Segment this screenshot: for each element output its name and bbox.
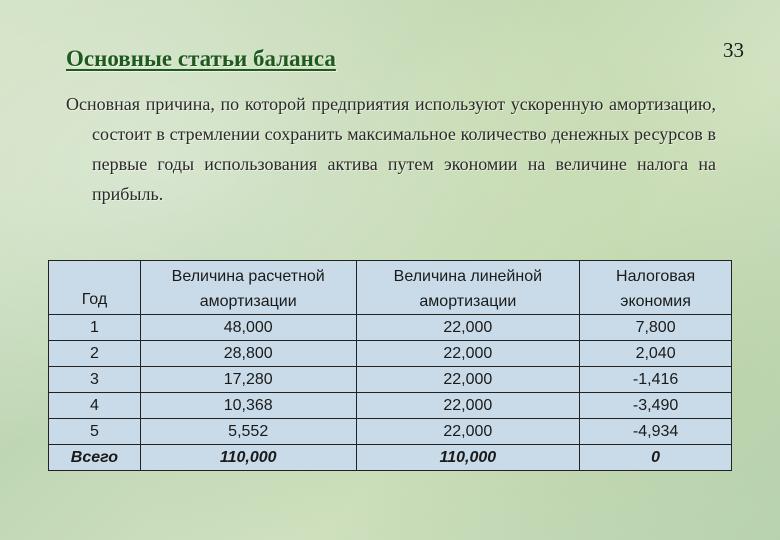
cell-calculated: 10,368 (140, 393, 356, 419)
cell-tax-savings: -4,934 (580, 419, 732, 445)
total-tax-savings: 0 (580, 445, 732, 471)
table-row (49, 419, 732, 445)
header-linear-depreciation: Величина линейной амортизации (356, 261, 580, 315)
cell-year: 2 (49, 341, 141, 367)
cell-year: 1 (49, 315, 141, 341)
header-tax-savings: Налоговая экономия (580, 261, 732, 315)
total-label: Всего (49, 445, 141, 471)
depreciation-table (48, 260, 732, 471)
table-row (49, 341, 732, 367)
cell-tax-savings: -3,490 (580, 393, 732, 419)
cell-calculated: 5,552 (140, 419, 356, 445)
table-row (49, 315, 732, 341)
paragraph-text: Основная причина, по которой предприятия используют ускоренную амортизацию, состоит в стремлении сохранить максимальное количество денежных ресурсов в первые годы использования актива путем экономии на величине налога на прибыль. (66, 94, 716, 204)
body-paragraph (66, 89, 716, 209)
cell-linear: 22,000 (356, 393, 580, 419)
cell-linear: 22,000 (356, 419, 580, 445)
cell-tax-savings: -1,416 (580, 367, 732, 393)
slide-title: Основные статьи баланса (66, 46, 336, 71)
cell-tax-savings: 7,800 (580, 315, 732, 341)
table-total-row (49, 445, 732, 471)
cell-tax-savings: 2,040 (580, 341, 732, 367)
cell-linear: 22,000 (356, 367, 580, 393)
table-row (49, 393, 732, 419)
cell-year: 4 (49, 393, 141, 419)
cell-year: 5 (49, 419, 141, 445)
cell-year: 3 (49, 367, 141, 393)
total-calculated: 110,000 (140, 445, 356, 471)
cell-calculated: 48,000 (140, 315, 356, 341)
page-number: 33 (723, 38, 744, 62)
header-year: Год (49, 261, 141, 315)
cell-calculated: 28,800 (140, 341, 356, 367)
header-calculated-depreciation: Величина расчетной амортизации (140, 261, 356, 315)
table-row (49, 367, 732, 393)
cell-calculated: 17,280 (140, 367, 356, 393)
cell-linear: 22,000 (356, 315, 580, 341)
total-linear: 110,000 (356, 445, 580, 471)
cell-linear: 22,000 (356, 341, 580, 367)
table-header-row (49, 261, 732, 315)
